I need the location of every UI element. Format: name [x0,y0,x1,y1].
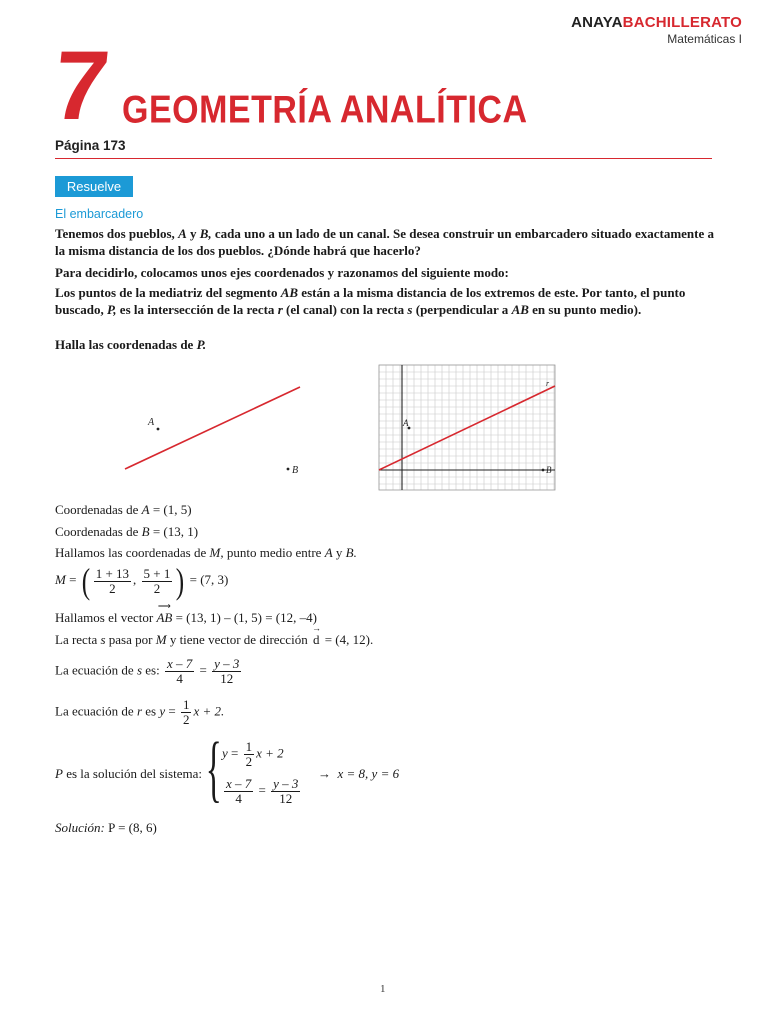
solution-line: Solución: P = (8, 6) [55,820,157,835]
header-rule [55,158,712,159]
system-intro: P es la solución del sistema: [55,766,202,781]
vector-d-arrow-icon: → [311,623,321,633]
fraction-sys-right: $\frac{y - 3}{12}$ [273,776,299,806]
brand-header [571,14,742,46]
label-r: r [546,379,550,388]
label-a: A [148,417,155,428]
coord-b-line: Coordenadas de B = (13, 1) [55,524,199,539]
canal-sketch [110,375,320,485]
problem-paragraph-1: Tenemos dos pueblos, A y B, cada uno a un lado de un canal. Se desea construir un embarcadero situado exactamente a la misma distancia de los dos pueblos. ¿Dónde habrá que hacerlo? [55,226,714,258]
vector-arrow-icon: ⟶ [157,601,171,611]
system-result: → x = 8, y = 6 [318,766,400,781]
vector-ab: ⟶ AB [156,601,173,625]
subject-label: Matemáticas I [667,32,742,46]
fraction-sys-half: $\frac{1}{2}$ [245,739,253,769]
point-b [287,468,290,471]
canal-line [125,387,300,469]
system-brace: { [205,728,222,810]
vector-d: → d [311,623,321,647]
equation-r: La ecuación de r es y = $\frac{1}{2}$ x + 2. [55,697,225,727]
fraction-sys-left: $\frac{x - 7}{4}$ [226,776,252,806]
point-a [157,428,160,431]
vector-ab-line: Hallamos el vector ⟶ AB = (13, 1) – (1, 5) = (12, –4) [55,601,317,625]
left-paren: ( [81,561,90,601]
system-equation-1: y = $\frac{1}{2}$ x + 2 [222,739,284,769]
subheading: El embarcadero [55,207,144,221]
fraction-half: $\frac{1}{2}$ [182,697,190,727]
page-label: Página 173 [55,138,126,153]
right-paren: ) [176,561,185,601]
grid-point-b [542,469,545,472]
fraction-mx: $\frac{1 + 13}{2}$ [95,565,130,596]
fraction-my: $\frac{5 + 1}{2}$ [143,565,171,596]
label-b: B [292,465,299,476]
problem-paragraph-4: Halla las coordenadas de P. [55,337,207,352]
chapter-title: GEOMETRÍA ANALÍTICA [122,88,528,132]
problem-paragraph-2: Para decidirlo, colocamos unos ejes coordenados y razonamos del siguiente modo: [55,265,509,280]
brand-logo: ANAYABACHILLERATO [571,14,742,31]
line-s-direction: La recta s pasa por M y tiene vector de dirección → d = (4, 12). [55,623,374,647]
page-number: 1 [380,983,386,995]
equation-s: La ecuación de s es: $\frac{x - 7}{4}$ = $\frac{y - 3}{12}$ [55,656,240,686]
arrow-icon: → [318,766,331,781]
midpoint-line: Hallamos las coordenadas de M, punto medio entre A y B. [55,545,357,560]
fraction-s-right: $\frac{y - 3}{12}$ [214,656,240,686]
section-badge: Resuelve [55,176,133,197]
coord-a-line: Coordenadas de A = (1, 5) [55,502,192,517]
grid-label-b: B [546,465,552,475]
system-equation-2: $\frac{x - 7}{4}$ = $\frac{y - 3}{12}$ [226,776,299,806]
grid-label-a: A [403,418,409,428]
fraction-s-left: $\frac{x - 7}{4}$ [166,656,193,686]
midpoint-formula: M = ( $\frac{1 + 13}{2}$ , $\frac{5 + 1}{2}$ ) = (7, 3) [55,561,229,601]
problem-paragraph-3: Los puntos de la mediatriz del segmento AB están a la misma distancia de los extremos de este. Por tanto, el punto buscado, P, es la intersección de la recta r (el canal) con la recta s (perpendicular a AB en su punto medio). [55,285,686,317]
coordinate-grid [372,362,562,494]
chapter-number: 7 [48,30,113,140]
